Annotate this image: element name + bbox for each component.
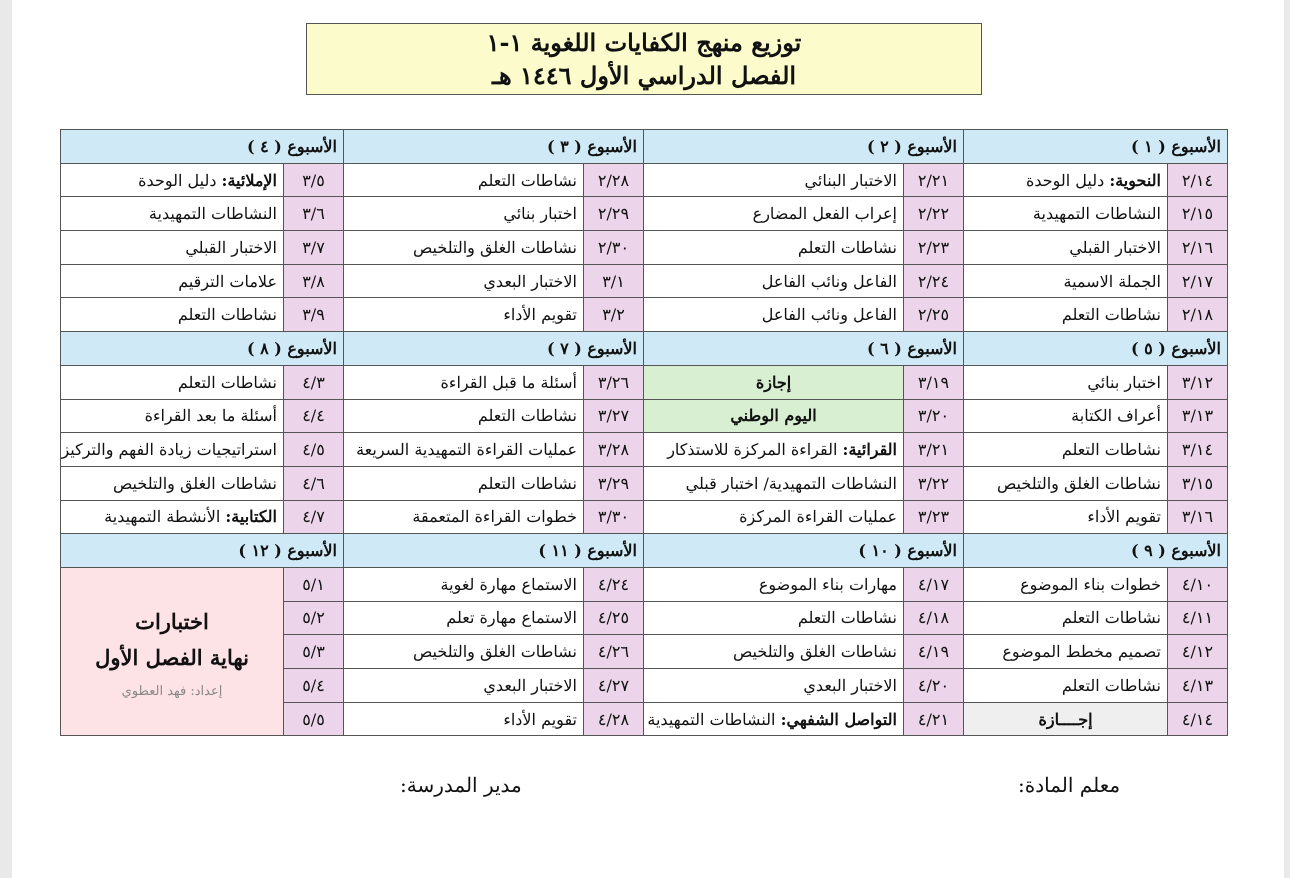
lesson-cell: الفاعل ونائب الفاعل — [644, 298, 904, 332]
lesson-cell: تقويم الأداء — [344, 298, 584, 332]
week-header: الأسبوع ( ٤ ) — [61, 130, 344, 164]
date-cell: ٤/١٤ — [1168, 702, 1228, 736]
date-cell: ٢/٢٤ — [904, 264, 964, 298]
prepared-by: إعداد: فهد العطوي — [121, 684, 223, 700]
holiday-cell: إجازة — [644, 365, 904, 399]
week-header: الأسبوع ( ٨ ) — [61, 332, 344, 366]
lesson-cell: اختبار بنائي — [344, 197, 584, 231]
week-header: الأسبوع ( ٢ ) — [644, 130, 964, 164]
date-cell: ٢/٢٢ — [904, 197, 964, 231]
week-header-row — [61, 534, 1228, 568]
lesson-cell: النشاطات التمهيدية — [964, 197, 1168, 231]
lesson-cell: نشاطات الغلق والتلخيص — [964, 466, 1168, 500]
table-row — [61, 231, 1228, 265]
lesson-cell: نشاطات التعلم — [61, 298, 284, 332]
table-row — [61, 197, 1228, 231]
unit-label: الإملائية: — [221, 170, 277, 190]
lesson-cell: اختبار بنائي — [964, 365, 1168, 399]
date-cell: ٣/٢٨ — [584, 433, 644, 467]
date-cell: ٤/١٨ — [904, 601, 964, 635]
lesson-cell: نشاطات التعلم — [964, 601, 1168, 635]
date-cell: ٣/٢٠ — [904, 399, 964, 433]
date-cell: ٤/٧ — [284, 500, 344, 534]
date-cell: ٣/٦ — [284, 197, 344, 231]
right-margin — [1284, 0, 1290, 878]
date-cell: ٢/٣٠ — [584, 231, 644, 265]
lesson-text: النشاطات التمهيدية — [647, 709, 781, 729]
date-cell: ٤/٣ — [284, 365, 344, 399]
date-cell: ٤/١٢ — [1168, 635, 1228, 669]
week-header: الأسبوع ( ٦ ) — [644, 332, 964, 366]
date-cell: ٢/١٤ — [1168, 163, 1228, 197]
week-header: الأسبوع ( ٥ ) — [964, 332, 1228, 366]
lesson-cell: الجملة الاسمية — [964, 264, 1168, 298]
date-cell: ٣/١ — [584, 264, 644, 298]
lesson-cell: عمليات القراءة المركزة — [644, 500, 904, 534]
lesson-cell: أسئلة ما قبل القراءة — [344, 365, 584, 399]
week-header: الأسبوع ( ١١ ) — [344, 534, 644, 568]
table-row — [61, 365, 1228, 399]
date-cell: ٢/١٧ — [1168, 264, 1228, 298]
lesson-cell: تصميم مخطط الموضوع — [964, 635, 1168, 669]
table-row — [61, 399, 1228, 433]
holiday-cell: إجــــازة — [964, 702, 1168, 736]
lesson-cell: النشاطات التمهيدية — [61, 197, 284, 231]
unit-label: الكتابية: — [225, 507, 277, 527]
date-cell: ٤/١١ — [1168, 601, 1228, 635]
date-cell: ٢/٢٩ — [584, 197, 644, 231]
lesson-text: الأنشطة التمهيدية — [104, 507, 226, 527]
lesson-cell — [61, 163, 284, 197]
lesson-cell: علامات الترقيم — [61, 264, 284, 298]
week-header-row — [61, 332, 1228, 366]
teacher-signature-label: معلم المادة: — [1018, 773, 1121, 797]
date-cell: ٣/٢١ — [904, 433, 964, 467]
lesson-cell — [964, 163, 1168, 197]
date-cell: ٣/٣٠ — [584, 500, 644, 534]
lesson-cell: الاستماع مهارة تعلم — [344, 601, 584, 635]
date-cell: ٤/٦ — [284, 466, 344, 500]
lesson-text: القراءة المركزة للاستذكار — [667, 440, 843, 460]
lesson-cell: خطوات بناء الموضوع — [964, 567, 1168, 601]
table-row — [61, 567, 1228, 601]
date-cell: ٢/٢٥ — [904, 298, 964, 332]
date-cell: ٥/٤ — [284, 669, 344, 703]
table-row — [61, 264, 1228, 298]
lesson-cell: نشاطات الغلق والتلخيص — [61, 466, 284, 500]
date-cell: ٣/١٦ — [1168, 500, 1228, 534]
date-cell: ٣/٢ — [584, 298, 644, 332]
date-cell: ٣/١٤ — [1168, 433, 1228, 467]
date-cell: ٣/٢٦ — [584, 365, 644, 399]
lesson-cell: الاختبار البعدي — [644, 669, 904, 703]
date-cell: ٤/٢٦ — [584, 635, 644, 669]
left-margin — [0, 0, 12, 878]
lesson-cell: الفاعل ونائب الفاعل — [644, 264, 904, 298]
lesson-text: دليل الوحدة — [138, 170, 222, 190]
date-cell: ٣/٢٧ — [584, 399, 644, 433]
date-cell: ٣/٩ — [284, 298, 344, 332]
date-cell: ٢/٢١ — [904, 163, 964, 197]
lesson-cell: النشاطات التمهيدية/ اختبار قبلي — [644, 466, 904, 500]
table-row — [61, 298, 1228, 332]
title-line-1: توزيع منهج الكفايات اللغوية ١-١ — [486, 28, 802, 57]
date-cell: ٤/١٧ — [904, 567, 964, 601]
lesson-cell: الاختبار البعدي — [344, 669, 584, 703]
date-cell: ٢/١٦ — [1168, 231, 1228, 265]
week-header: الأسبوع ( ٧ ) — [344, 332, 644, 366]
lesson-cell: إعراب الفعل المضارع — [644, 197, 904, 231]
date-cell: ٣/٨ — [284, 264, 344, 298]
exams-title: اختبارات — [135, 609, 209, 635]
lesson-cell — [644, 433, 904, 467]
table-row — [61, 500, 1228, 534]
lesson-cell: الاختبار القبلي — [61, 231, 284, 265]
lesson-cell: عمليات القراءة التمهيدية السريعة — [344, 433, 584, 467]
lesson-cell: نشاطات التعلم — [644, 601, 904, 635]
lesson-cell: نشاطات التعلم — [61, 365, 284, 399]
date-cell: ٣/٢٩ — [584, 466, 644, 500]
lesson-cell: نشاطات التعلم — [344, 466, 584, 500]
date-cell: ٤/٢٤ — [584, 567, 644, 601]
lesson-cell: استراتيجيات زيادة الفهم والتركيز — [61, 433, 284, 467]
lesson-text: دليل الوحدة — [1025, 170, 1110, 190]
date-cell: ٥/٣ — [284, 635, 344, 669]
date-cell: ٤/٢٨ — [584, 702, 644, 736]
date-cell: ٢/١٨ — [1168, 298, 1228, 332]
lesson-cell: نشاطات التعلم — [644, 231, 904, 265]
lesson-cell: نشاطات الغلق والتلخيص — [344, 231, 584, 265]
lesson-cell — [61, 500, 284, 534]
date-cell: ٣/١٢ — [1168, 365, 1228, 399]
table-row — [61, 433, 1228, 467]
date-cell: ٤/٢٥ — [584, 601, 644, 635]
date-cell: ٢/٢٣ — [904, 231, 964, 265]
date-cell: ٤/٤ — [284, 399, 344, 433]
unit-label: النحوية: — [1109, 170, 1161, 190]
unit-label: القرائية: — [842, 440, 897, 460]
date-cell: ٢/٢٨ — [584, 163, 644, 197]
lesson-cell: أسئلة ما بعد القراءة — [61, 399, 284, 433]
date-cell: ٤/٢٠ — [904, 669, 964, 703]
week-header: الأسبوع ( ٩ ) — [964, 534, 1228, 568]
date-cell: ٤/١٩ — [904, 635, 964, 669]
date-cell: ٢/١٥ — [1168, 197, 1228, 231]
week-header: الأسبوع ( ١٠ ) — [644, 534, 964, 568]
lesson-cell: الاختبار القبلي — [964, 231, 1168, 265]
lesson-cell: مهارات بناء الموضوع — [644, 567, 904, 601]
lesson-cell — [644, 702, 904, 736]
date-cell: ٥/٥ — [284, 702, 344, 736]
title-line-2: الفصل الدراسي الأول ١٤٤٦ هـ — [491, 61, 797, 90]
table-row — [61, 466, 1228, 500]
date-cell: ٣/٢٣ — [904, 500, 964, 534]
lesson-cell: نشاطات الغلق والتلخيص — [344, 635, 584, 669]
lesson-cell: أعراف الكتابة — [964, 399, 1168, 433]
date-cell: ٥/٢ — [284, 601, 344, 635]
lesson-cell: نشاطات التعلم — [344, 399, 584, 433]
lesson-cell: الاستماع مهارة لغوية — [344, 567, 584, 601]
date-cell: ٤/٢٧ — [584, 669, 644, 703]
schedule-table — [60, 129, 1228, 736]
unit-label: التواصل الشفهي: — [780, 709, 897, 729]
date-cell: ٣/٢٢ — [904, 466, 964, 500]
week-header: الأسبوع ( ١٢ ) — [61, 534, 344, 568]
lesson-cell: الاختبار البعدي — [344, 264, 584, 298]
lesson-cell: تقويم الأداء — [344, 702, 584, 736]
date-cell: ٣/٥ — [284, 163, 344, 197]
lesson-cell: نشاطات الغلق والتلخيص — [644, 635, 904, 669]
holiday-cell: اليوم الوطني — [644, 399, 904, 433]
date-cell: ٤/٥ — [284, 433, 344, 467]
lesson-cell: نشاطات التعلم — [344, 163, 584, 197]
week-header: الأسبوع ( ٣ ) — [344, 130, 644, 164]
date-cell: ٤/١٠ — [1168, 567, 1228, 601]
lesson-cell: نشاطات التعلم — [964, 669, 1168, 703]
exams-subtitle: نهاية الفصل الأول — [95, 645, 249, 671]
title-box — [306, 23, 982, 95]
date-cell: ٥/١ — [284, 567, 344, 601]
date-cell: ٤/٢١ — [904, 702, 964, 736]
lesson-cell: نشاطات التعلم — [964, 433, 1168, 467]
week-header: الأسبوع ( ١ ) — [964, 130, 1228, 164]
date-cell: ٣/١٣ — [1168, 399, 1228, 433]
week-header-row — [61, 130, 1228, 164]
date-cell: ٣/١٩ — [904, 365, 964, 399]
lesson-cell: خطوات القراءة المتعمقة — [344, 500, 584, 534]
lesson-cell: الاختبار البنائي — [644, 163, 904, 197]
final-exams-cell — [61, 567, 284, 735]
date-cell: ٤/١٣ — [1168, 669, 1228, 703]
principal-signature-label: مدير المدرسة: — [400, 773, 522, 797]
date-cell: ٣/٧ — [284, 231, 344, 265]
date-cell: ٣/١٥ — [1168, 466, 1228, 500]
lesson-cell: تقويم الأداء — [964, 500, 1168, 534]
table-row — [61, 163, 1228, 197]
lesson-cell: نشاطات التعلم — [964, 298, 1168, 332]
